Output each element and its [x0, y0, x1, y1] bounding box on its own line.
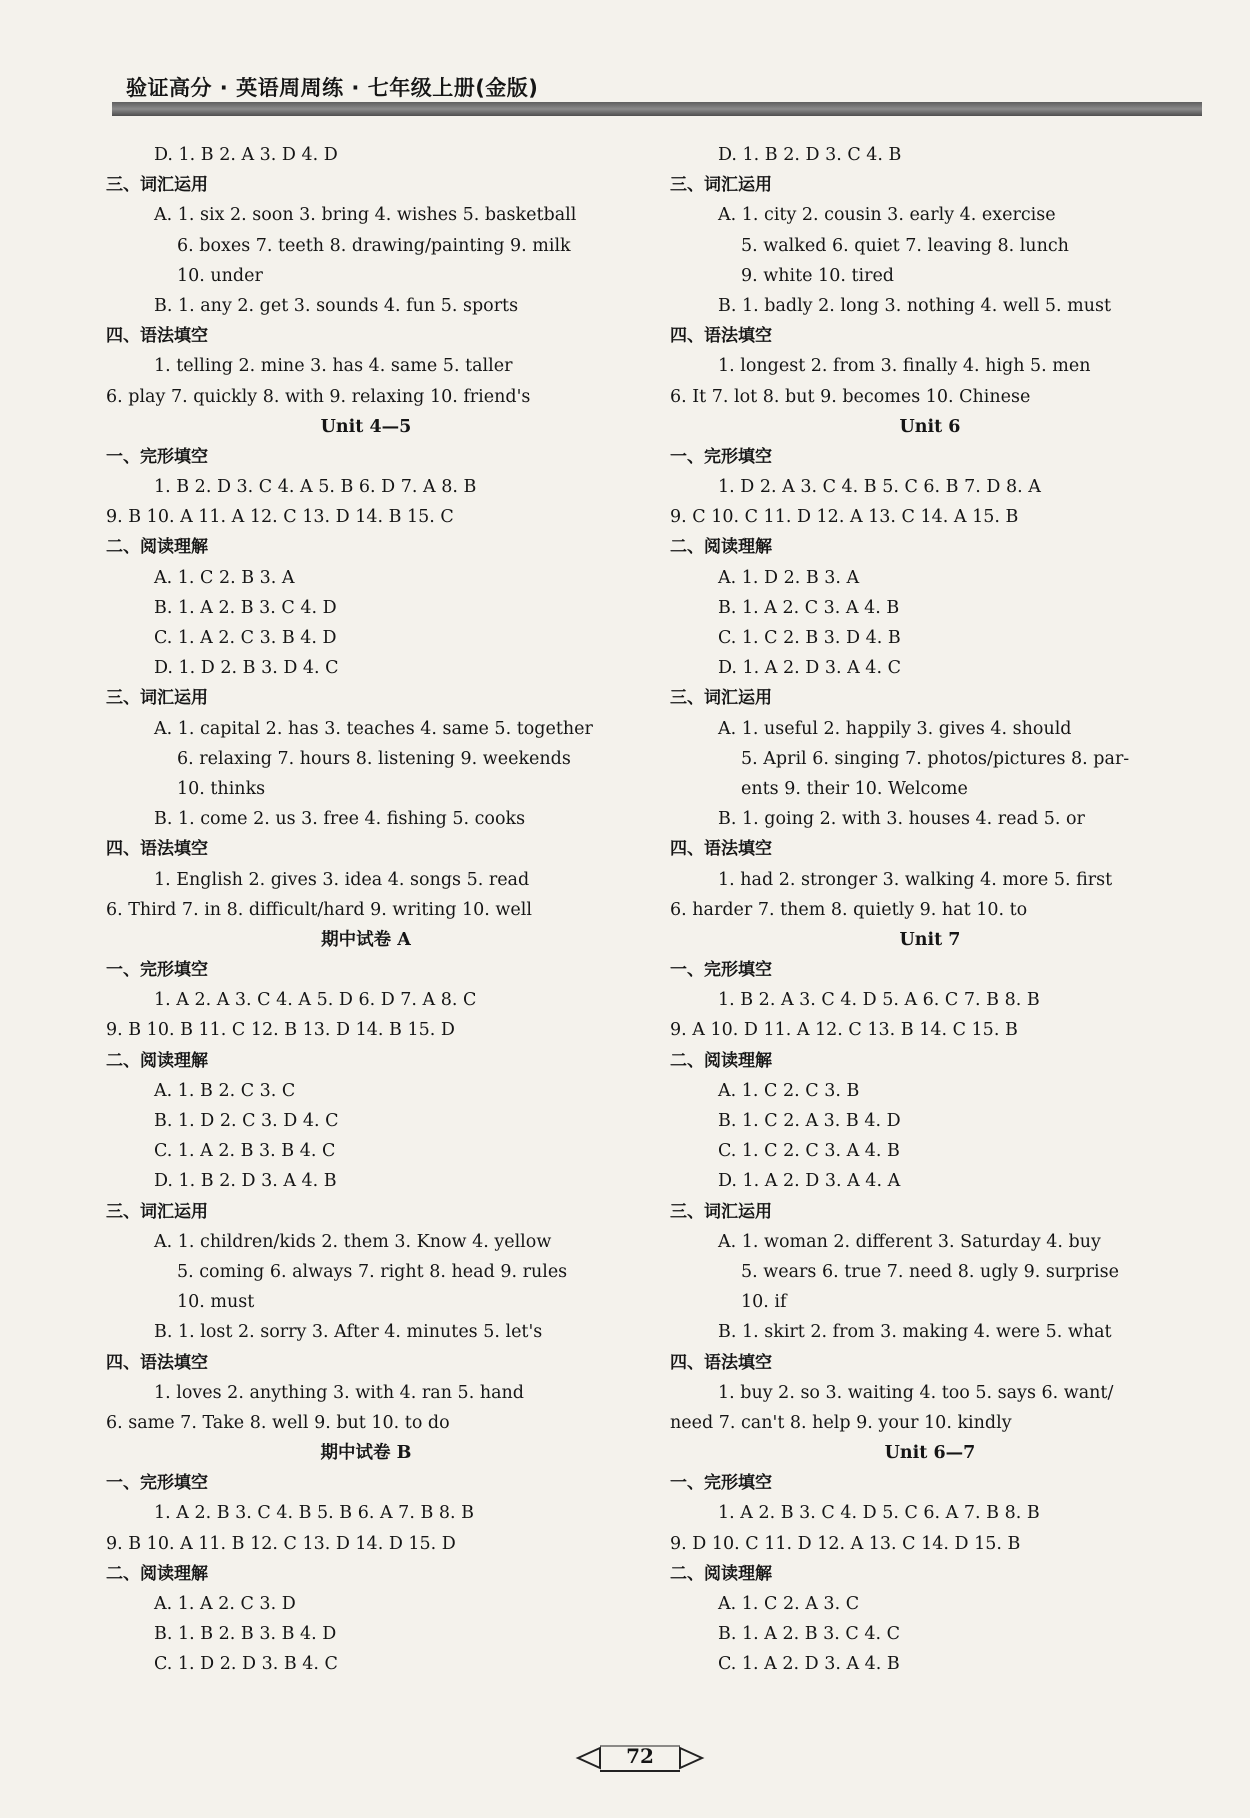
answer-line: 1. D 2. A 3. C 4. B 5. C 6. B 7. D 8. A	[718, 477, 1041, 498]
section-heading: 四、语法填空	[106, 1352, 208, 1373]
answer-line: D. 1. B 2. D 3. A 4. B	[154, 1171, 337, 1192]
answer-line: 1. A 2. A 3. C 4. A 5. D 6. D 7. A 8. C	[154, 990, 477, 1011]
section-heading: 四、语法填空	[106, 326, 208, 347]
section-heading: 三、词汇运用	[670, 688, 772, 709]
answer-line: A. 1. C 2. A 3. C	[718, 1594, 860, 1614]
book-title: 验证高分 · 英语周周练 · 七年级上册(金版)	[126, 76, 539, 100]
section-heading: 四、语法填空	[670, 839, 772, 860]
answer-line: 6. boxes 7. teeth 8. drawing/painting 9. milk	[177, 235, 571, 256]
section-heading: 一、完形填空	[106, 446, 208, 467]
answer-line: C. 1. C 2. C 3. A 4. B	[718, 1141, 900, 1162]
section-heading: 二、阅读理解	[106, 1050, 208, 1071]
answer-line: D. 1. B 2. D 3. C 4. B	[718, 145, 902, 165]
answer-line: 1. English 2. gives 3. idea 4. songs 5. read	[154, 869, 530, 890]
answer-line: A. 1. C 2. C 3. B	[718, 1080, 860, 1101]
answer-line: 9. white 10. tired	[741, 265, 895, 286]
answer-line: B. 1. come 2. us 3. free 4. fishing 5. cooks	[154, 809, 526, 830]
section-heading: 四、语法填空	[670, 326, 772, 347]
answer-line: C. 1. C 2. B 3. D 4. B	[718, 628, 901, 648]
answer-line: B. 1. A 2. B 3. C 4. C	[718, 1624, 900, 1645]
answer-line: A. 1. capital 2. has 3. teaches 4. same 5. together	[154, 718, 593, 739]
section-heading: 三、词汇运用	[106, 1201, 208, 1222]
section-heading: 一、完形填空	[670, 446, 772, 467]
answer-line: 9. B 10. A 11. B 12. C 13. D 14. D 15. D	[106, 1533, 456, 1554]
right-column	[670, 140, 1190, 1680]
answer-line: B. 1. any 2. get 3. sounds 4. fun 5. sports	[154, 295, 519, 316]
section-heading: 一、完形填空	[670, 1473, 772, 1494]
answer-line: B. 1. going 2. with 3. houses 4. read 5. or	[718, 809, 1085, 830]
section-heading: 四、语法填空	[670, 1352, 772, 1373]
answer-line: D. 1. B 2. A 3. D 4. D	[154, 145, 338, 165]
answer-line: 1. buy 2. so 3. waiting 4. too 5. says 6. want/	[718, 1382, 1114, 1403]
answer-line: 10. if	[741, 1292, 787, 1313]
answer-line: B. 1. D 2. C 3. D 4. C	[154, 1111, 339, 1131]
section-heading: 一、完形填空	[106, 960, 208, 981]
answer-line: A. 1. C 2. B 3. A	[154, 567, 295, 588]
answer-line: 1. B 2. D 3. C 4. A 5. B 6. D 7. A 8. B	[154, 477, 477, 498]
section-heading: 一、完形填空	[106, 1473, 208, 1494]
section-heading: 二、阅读理解	[670, 537, 772, 558]
answer-line: 9. C 10. C 11. D 12. A 13. C 14. A 15. B	[670, 507, 1019, 528]
answer-line: 5. April 6. singing 7. photos/pictures 8. par-	[741, 748, 1130, 769]
answer-line: B. 1. A 2. B 3. C 4. D	[154, 597, 337, 618]
answer-line: B. 1. badly 2. long 3. nothing 4. well 5. must	[718, 295, 1112, 316]
answer-line: 1. A 2. B 3. C 4. D 5. C 6. A 7. B 8. B	[718, 1503, 1040, 1524]
answer-line: 1. B 2. A 3. C 4. D 5. A 6. C 7. B 8. B	[718, 990, 1040, 1011]
answer-line: B. 1. C 2. A 3. B 4. D	[718, 1111, 901, 1131]
answer-line: B. 1. skirt 2. from 3. making 4. were 5. what	[718, 1322, 1112, 1343]
answer-line: 10. thinks	[177, 778, 266, 799]
answer-line: 6. same 7. Take 8. well 9. but 10. to do	[106, 1412, 450, 1433]
unit-title: Unit 7	[899, 929, 961, 950]
answer-line: 6. play 7. quickly 8. with 9. relaxing 10. friend's	[106, 386, 531, 407]
unit-title: Unit 4—5	[320, 416, 412, 437]
answer-line: C. 1. D 2. D 3. B 4. C	[154, 1654, 338, 1675]
answer-line: 10. under	[177, 265, 263, 286]
header-bar	[112, 102, 1202, 116]
answer-line: D. 1. A 2. D 3. A 4. A	[718, 1171, 901, 1192]
answer-line: A. 1. six 2. soon 3. bring 4. wishes 5. basketball	[154, 205, 577, 226]
answer-line: C. 1. A 2. B 3. B 4. C	[154, 1141, 336, 1162]
answer-line: 6. harder 7. them 8. quietly 9. hat 10. to	[670, 899, 1028, 920]
unit-title: 期中试卷 A	[321, 929, 411, 950]
unit-title: 期中试卷 B	[320, 1443, 412, 1464]
section-heading: 三、词汇运用	[670, 1201, 772, 1222]
answer-line: C. 1. A 2. C 3. B 4. D	[154, 628, 337, 648]
answer-line: 1. longest 2. from 3. finally 4. high 5. men	[718, 356, 1091, 377]
answer-line: 10. must	[177, 1292, 255, 1313]
page-number: 72	[626, 1744, 654, 1768]
answer-line: 5. wears 6. true 7. need 8. ugly 9. surprise	[741, 1261, 1119, 1282]
answer-line: A. 1. D 2. B 3. A	[718, 567, 860, 588]
page-footer	[570, 1740, 710, 1776]
answer-line: 1. loves 2. anything 3. with 4. ran 5. hand	[154, 1382, 524, 1403]
answer-line: D. 1. A 2. D 3. A 4. C	[718, 658, 901, 679]
section-heading: 二、阅读理解	[670, 1050, 772, 1071]
answer-line: A. 1. B 2. C 3. C	[154, 1080, 296, 1101]
answer-line: 1. telling 2. mine 3. has 4. same 5. taller	[154, 356, 513, 377]
answer-line: 9. B 10. B 11. C 12. B 13. D 14. B 15. D	[106, 1020, 455, 1041]
page-header	[126, 72, 538, 102]
section-heading: 四、语法填空	[106, 839, 208, 860]
answer-line: A. 1. woman 2. different 3. Saturday 4. buy	[718, 1231, 1101, 1252]
answer-line: 5. coming 6. always 7. right 8. head 9. rules	[177, 1261, 568, 1282]
answer-line: 6. It 7. lot 8. but 9. becomes 10. Chinese	[670, 386, 1031, 407]
answer-line: ents 9. their 10. Welcome	[741, 778, 968, 799]
section-heading: 三、词汇运用	[106, 175, 208, 196]
answer-line: C. 1. A 2. D 3. A 4. B	[718, 1654, 900, 1675]
answer-line: A. 1. children/kids 2. them 3. Know 4. yellow	[154, 1231, 552, 1252]
answer-line: 5. walked 6. quiet 7. leaving 8. lunch	[741, 235, 1069, 256]
answer-line: B. 1. B 2. B 3. B 4. D	[154, 1624, 337, 1645]
section-heading: 三、词汇运用	[670, 175, 772, 196]
section-heading: 二、阅读理解	[106, 1563, 208, 1584]
answer-line: A. 1. city 2. cousin 3. early 4. exercise	[718, 205, 1056, 226]
answer-line: 6. Third 7. in 8. difficult/hard 9. writing 10. well	[106, 899, 532, 920]
answer-line: B. 1. A 2. C 3. A 4. B	[718, 597, 900, 618]
answer-line: B. 1. lost 2. sorry 3. After 4. minutes 5. let's	[154, 1322, 543, 1343]
unit-title: Unit 6	[899, 416, 961, 437]
answer-line: 1. A 2. B 3. C 4. B 5. B 6. A 7. B 8. B	[154, 1503, 474, 1524]
answer-line: 9. A 10. D 11. A 12. C 13. B 14. C 15. B	[670, 1020, 1018, 1041]
answer-line: A. 1. useful 2. happily 3. gives 4. should	[718, 718, 1072, 739]
answer-line: A. 1. A 2. C 3. D	[154, 1594, 296, 1614]
answer-line: 9. D 10. C 11. D 12. A 13. C 14. D 15. B	[670, 1533, 1021, 1554]
answer-line: 9. B 10. A 11. A 12. C 13. D 14. B 15. C	[106, 507, 454, 528]
section-heading: 二、阅读理解	[670, 1563, 772, 1584]
unit-title: Unit 6—7	[884, 1443, 976, 1464]
section-heading: 一、完形填空	[670, 960, 772, 981]
left-column	[106, 140, 626, 1680]
section-heading: 二、阅读理解	[106, 537, 208, 558]
answer-line: need 7. can't 8. help 9. your 10. kindly	[670, 1412, 1012, 1433]
answer-line: D. 1. D 2. B 3. D 4. C	[154, 658, 339, 679]
section-heading: 三、词汇运用	[106, 688, 208, 709]
answer-line: 1. had 2. stronger 3. walking 4. more 5. first	[718, 869, 1113, 890]
answer-line: 6. relaxing 7. hours 8. listening 9. weekends	[177, 748, 571, 769]
